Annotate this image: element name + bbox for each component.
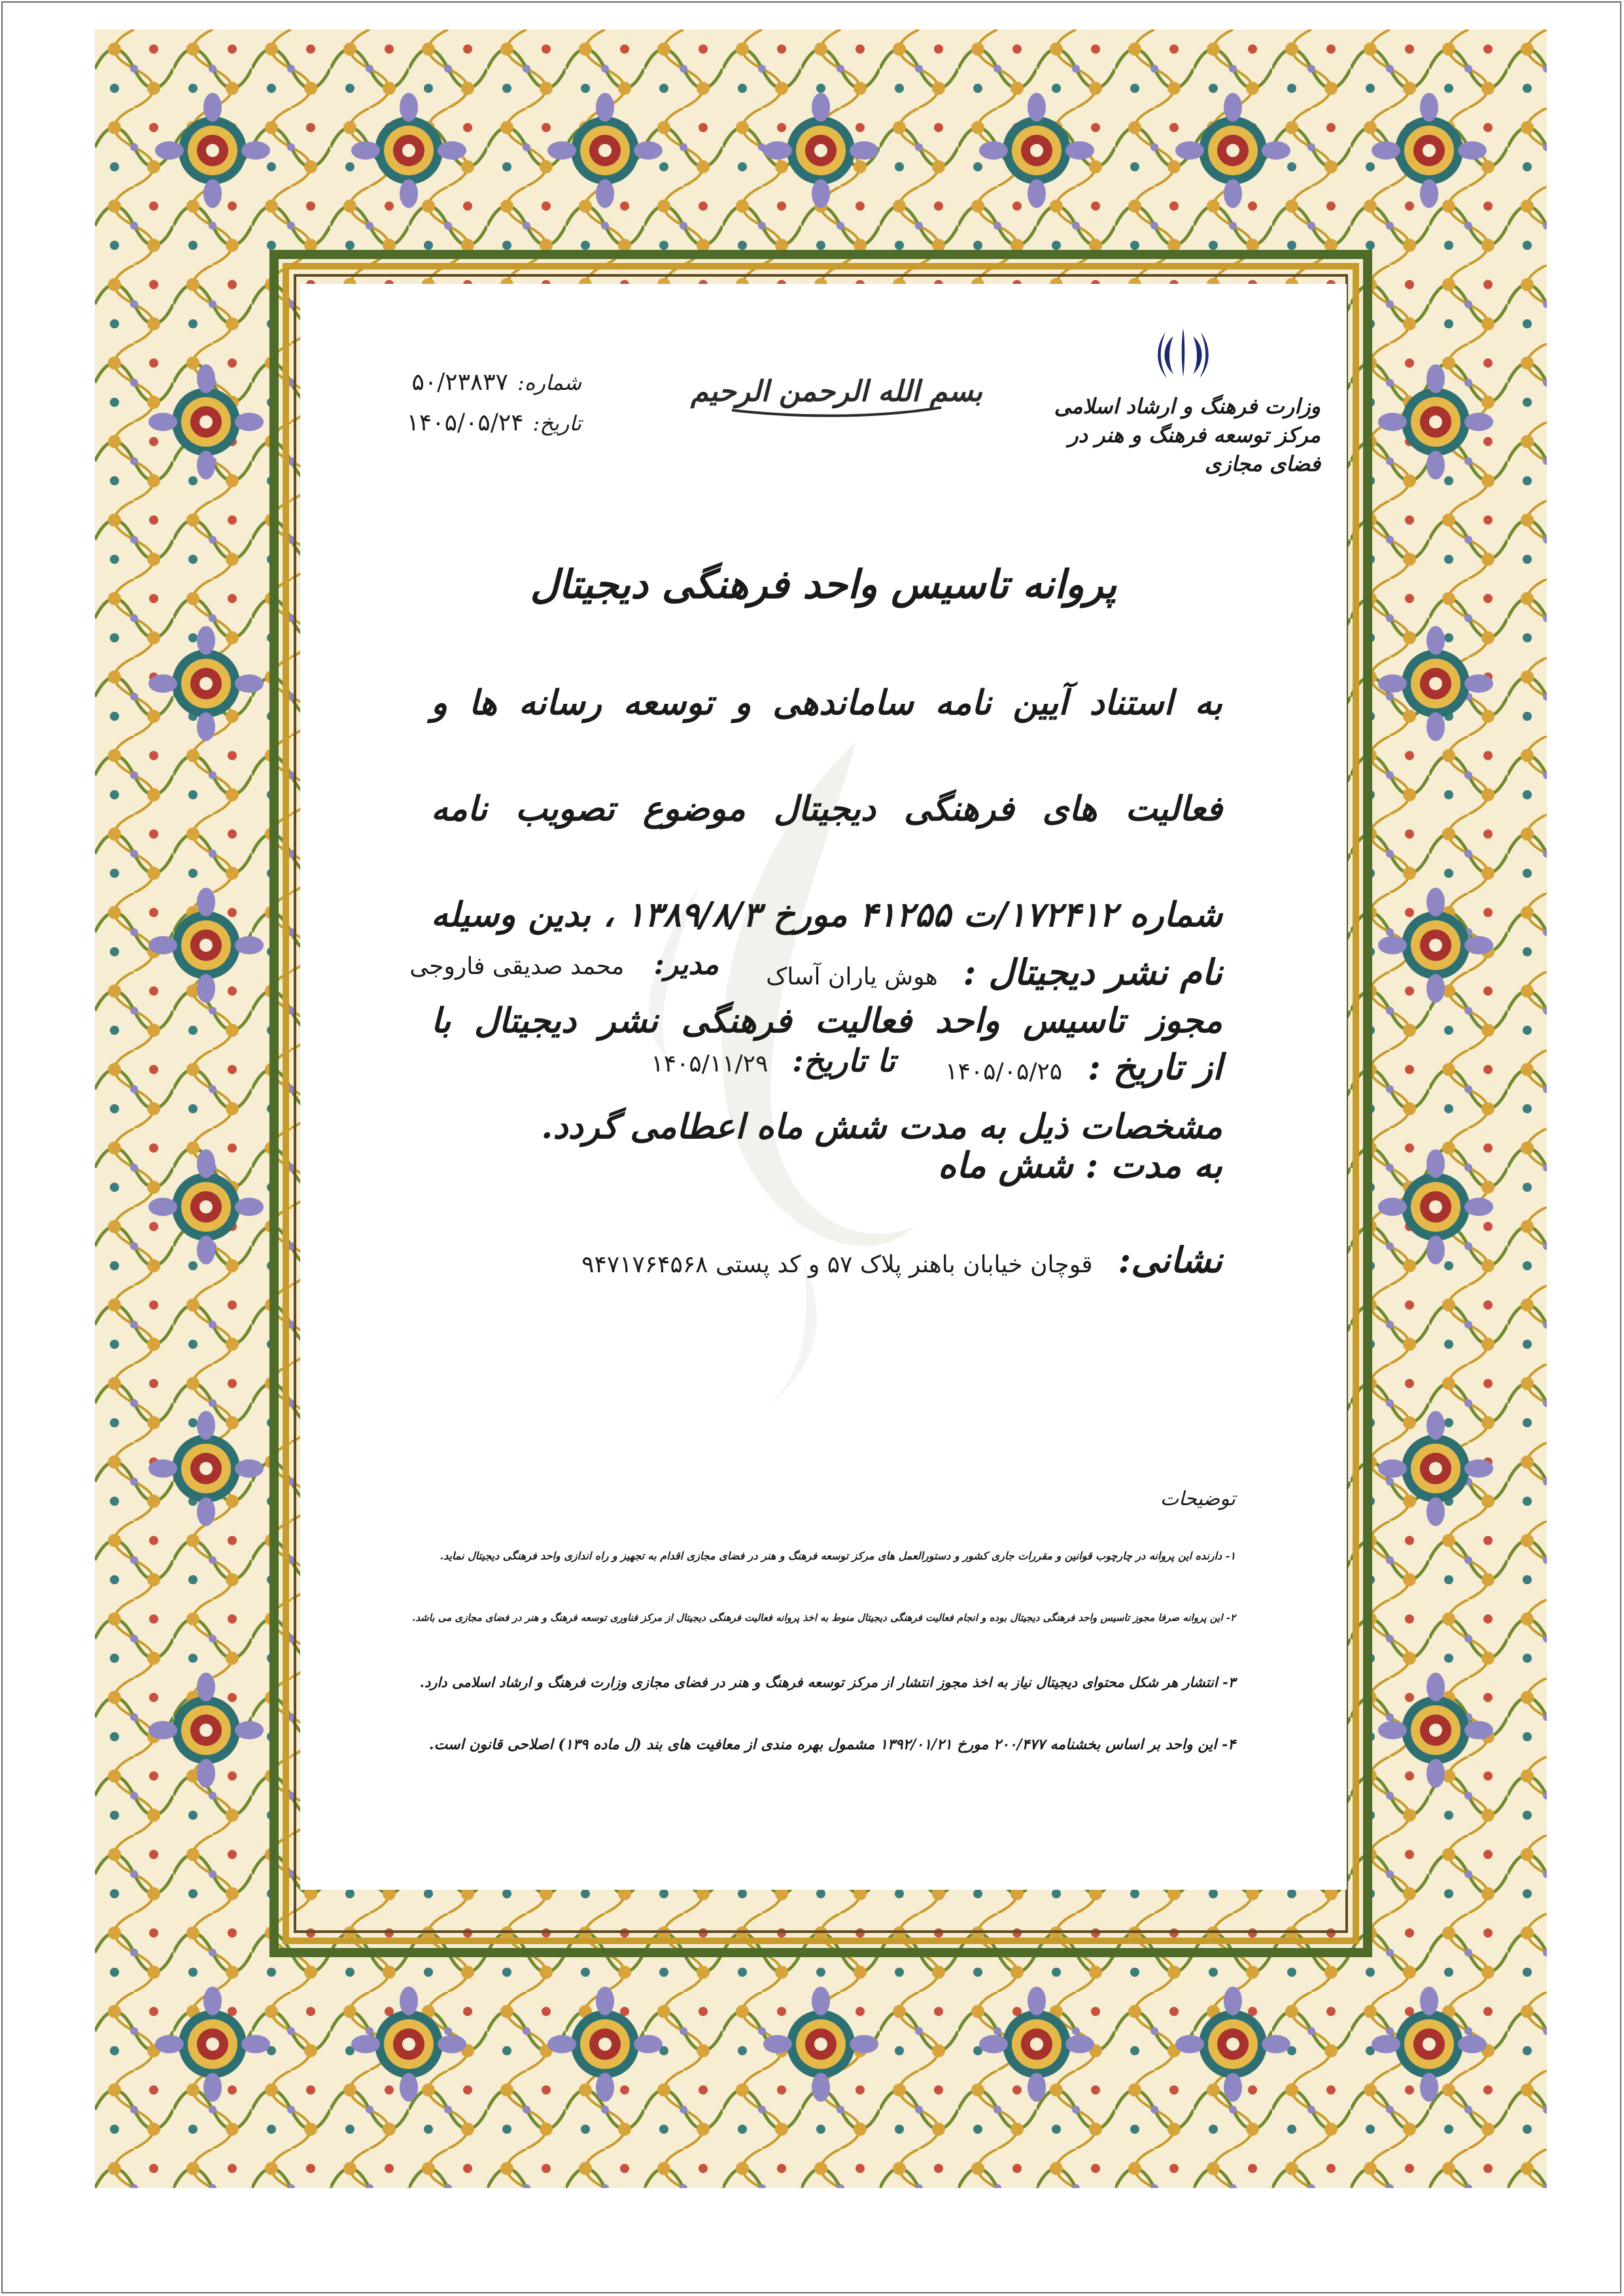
date-label: تاریخ: — [532, 411, 581, 436]
number-label: شماره: — [517, 370, 581, 395]
bismillah-text: بسم الله الرحمن الرحیم — [690, 375, 983, 408]
address-label: نشانی: — [1118, 1239, 1222, 1281]
publisher-name-value: هوش یاران آساک — [766, 964, 938, 990]
emblem-icon — [1154, 323, 1213, 382]
center-name: مرکز توسعه فرهنگ و هنر در فضای مجازی — [1068, 423, 1321, 476]
note-item: ۲- این پروانه صرفا مجوز تاسیس واحد فرهنگی دیجیتال بوده و انجام فعالیت فرهنگی دیجیتال منوط به اخذ پروانه فعالیت فرهنگی دیجیتال از مرکز فناوری توسعه فرهنگ و هنر در فضای مجازی می باشد. — [412, 1612, 1235, 1624]
certificate-title: پروانه تاسیس واحد فرهنگی دیجیتال — [530, 562, 1117, 608]
note-item: ۱- دارنده این پروانه در چارچوب قوانین و مقررات جاری کشور و دستورالعمل های مرکز توسعه فرهنگ و هنر در فضای مجازی اقدام به تجهیز و راه اندازی واحد فرهنگی دیجیتال نماید. — [440, 1550, 1235, 1562]
publisher-name-label: نام نشر دیجیتال : — [963, 951, 1222, 993]
number-value: ۵۰/۲۳۸۳۷ — [411, 369, 508, 396]
duration-value: شش ماه — [938, 1144, 1073, 1186]
publisher-name-row — [766, 951, 1222, 993]
manager-row — [409, 948, 719, 981]
bismillah-calligraphy — [690, 353, 983, 425]
note-item: ۳- انتشار هر شکل محتوای دیجیتال نیاز به اخذ مجوز انتشار از مرکز توسعه فرهنگ و هنر در فضای مجازی وزارت فرهنگ و ارشاد اسلامی دارد. — [419, 1674, 1235, 1690]
from-date-value: ۱۴۰۵/۰۵/۲۵ — [945, 1058, 1063, 1085]
ministry-header — [1046, 392, 1321, 478]
note-item: ۴- این واحد بر اساس بخشنامه ۲۰۰/۴۷۷ مورخ ۱۳۹۲/۰۱/۲۱ مشمول بهره مندی از معافیت های بند (ل ماده ۱۳۹) اصلاحی قانون است. — [428, 1736, 1235, 1753]
address-row — [581, 1239, 1222, 1281]
to-date-value: ۱۴۰۵/۱۱/۲۹ — [651, 1051, 769, 1077]
ministry-name: وزارت فرهنگ و ارشاد اسلامی — [1054, 394, 1321, 419]
to-date-row — [651, 1043, 895, 1079]
reference-block — [333, 362, 581, 444]
certificate-body — [300, 284, 1347, 1890]
manager-value: محمد صدیقی فاروجی — [409, 953, 625, 980]
from-date-label: از تاریخ : — [1087, 1046, 1222, 1088]
from-date-row — [945, 1046, 1222, 1088]
notes-title: توضیحات — [1160, 1487, 1235, 1510]
manager-label: مدیر: — [653, 948, 719, 981]
duration-row — [938, 1144, 1222, 1186]
certificate-body-text: به استناد آیین نامه ساماندهی و توسعه رسانه ها و فعالیت های فرهنگی دیجیتال موضوع تصویب نامه شماره ۱۷۲۴۱۲/ت ۴۱۲۵۵ مورخ ۱۳۸۹/۸/۳ ، بدین وسیله مجوز تاسیس واحد فعالیت فرهنگی نشر دیجیتال با مشخصات ذیل به مدت شش ماه اعطامی گردد. — [431, 683, 1222, 1147]
to-date-label: تا تاریخ: — [792, 1043, 895, 1079]
date-value: ۱۴۰۵/۰۵/۲۴ — [406, 409, 524, 436]
address-value: قوچان خیابان باهنر پلاک ۵۷ و کد پستی ۹۴۷۱۷۶۴۵۶۸ — [581, 1251, 1093, 1278]
duration-label: به مدت : — [1085, 1144, 1222, 1186]
